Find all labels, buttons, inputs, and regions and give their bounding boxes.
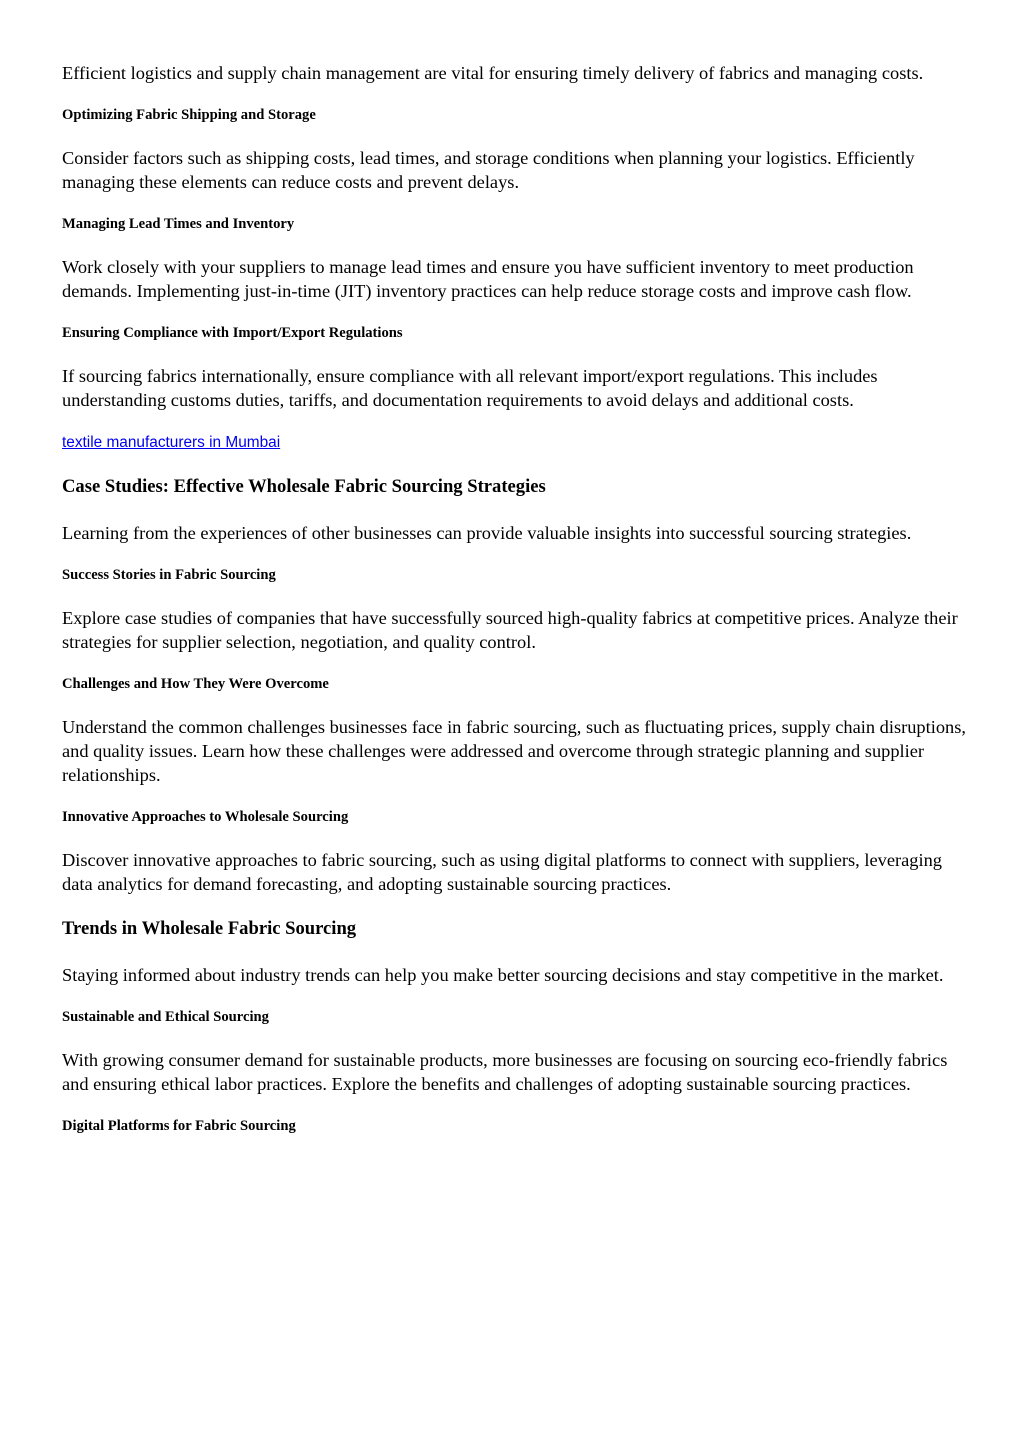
section-heading-trends: Trends in Wholesale Fabric Sourcing [62, 918, 357, 939]
heading-innovative-approaches: Innovative Approaches to Wholesale Sourcing [62, 809, 349, 825]
section-heading-case-studies: Case Studies: Effective Wholesale Fabric Sourcing Strategies [62, 476, 546, 497]
heading-lead-times: Managing Lead Times and Inventory [62, 216, 295, 232]
heading-success-stories: Success Stories in Fabric Sourcing [62, 567, 276, 583]
heading-challenges: Challenges and How They Were Overcome [62, 676, 329, 692]
textile-manufacturers-link[interactable]: textile manufacturers in Mumbai [62, 434, 281, 451]
paragraph-challenges: Understand the common challenges businesses face in fabric sourcing, such as fluctuating prices, supply chain disruptions, and quality issues. Learn how these challenges were addressed and overcome through strategic planning and supplier relationships. [62, 717, 966, 785]
paragraph-innovative-approaches: Discover innovative approaches to fabric sourcing, such as using digital platforms to connect with suppliers, leveraging data analytics for demand forecasting, and adopting sustainable sourcing practices. [62, 850, 942, 894]
document-page [62, 61, 967, 1157]
heading-sustainable-sourcing: Sustainable and Ethical Sourcing [62, 1009, 269, 1025]
paragraph-compliance: If sourcing fabrics internationally, ensure compliance with all relevant import/export regulations. This includes understanding customs duties, tariffs, and documentation requirements to avoid delays and additional costs. [62, 366, 878, 410]
paragraph-sustainable-sourcing: With growing consumer demand for sustainable products, more businesses are focusing on sourcing eco-friendly fabrics and ensuring ethical labor practices. Explore the benefits and challenges of adopting sustainable sourcing practices. [62, 1050, 948, 1094]
paragraph-lead-times: Work closely with your suppliers to manage lead times and ensure you have sufficient inventory to meet production demands. Implementing just-in-time (JIT) inventory practices can help reduce storage costs and improve cash flow. [62, 257, 914, 301]
intro-paragraph: Efficient logistics and supply chain management are vital for ensuring timely delivery of fabrics and managing costs. [62, 63, 924, 83]
link-container [62, 433, 967, 453]
paragraph-shipping-storage: Consider factors such as shipping costs, lead times, and storage conditions when planning your logistics. Efficiently managing these elements can reduce costs and prevent delays. [62, 148, 915, 192]
heading-shipping-storage: Optimizing Fabric Shipping and Storage [62, 107, 316, 123]
heading-digital-platforms: Digital Platforms for Fabric Sourcing [62, 1118, 296, 1134]
paragraph-trends-intro: Staying informed about industry trends can help you make better sourcing decisions and stay competitive in the market. [62, 965, 944, 985]
paragraph-success-stories: Explore case studies of companies that have successfully sourced high-quality fabrics at competitive prices. Analyze their strategies for supplier selection, negotiation, and quality control. [62, 608, 958, 652]
paragraph-case-studies-intro: Learning from the experiences of other businesses can provide valuable insights into successful sourcing strategies. [62, 523, 912, 543]
heading-compliance: Ensuring Compliance with Import/Export Regulations [62, 325, 403, 341]
